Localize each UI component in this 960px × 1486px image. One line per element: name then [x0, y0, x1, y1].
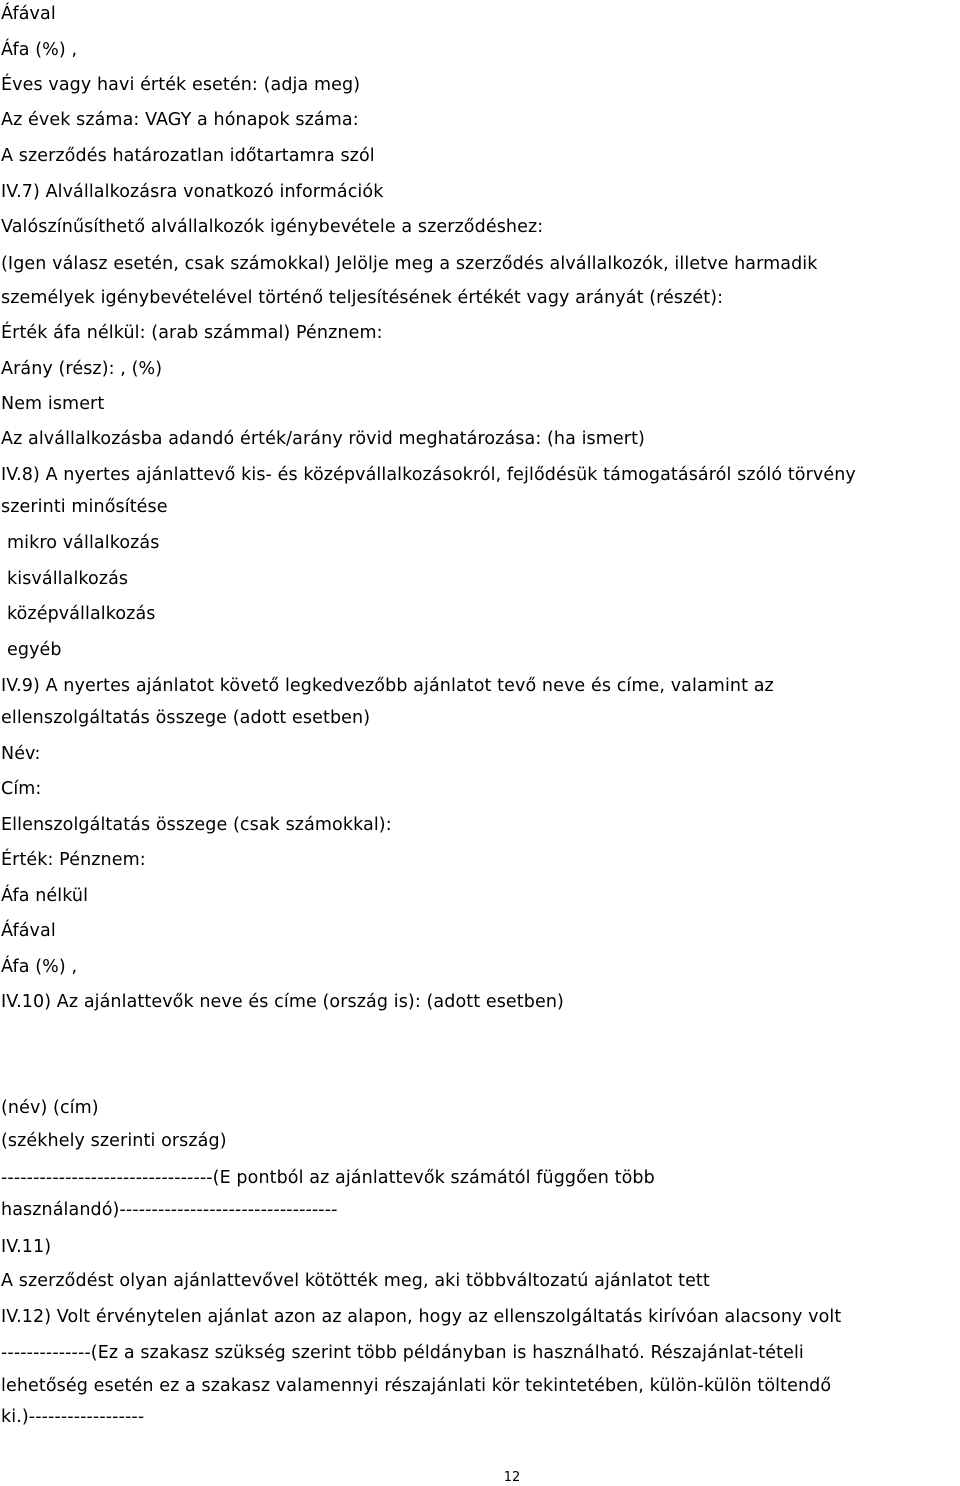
text-line: Az alvállalkozásba adandó érték/arány rövid meghatározása: (ha ismert): [1, 429, 645, 449]
text-line: Áfával: [1, 921, 56, 941]
option-item: kisvállalkozás: [7, 569, 129, 589]
text-line: Érték áfa nélkül: (arab számmal) Pénznem:: [1, 323, 383, 343]
text-line: Éves vagy havi érték esetén: (adja meg): [1, 75, 361, 95]
text-line: Név:: [1, 744, 41, 764]
text-line: Arány (rész): , (%): [1, 359, 163, 379]
text-line: Áfa (%) ,: [1, 40, 78, 60]
section-heading: IV.12) Volt érvénytelen ajánlat azon az alapon, hogy az ellenszolgáltatás kirívóan alacsony volt: [1, 1307, 842, 1327]
section-heading: IV.11): [1, 1237, 52, 1257]
text-line: személyek igénybevételével történő teljesítésének értékét vagy arányát (részét):: [1, 288, 724, 308]
text-line: Áfával: [1, 4, 56, 24]
text-line: (Igen válasz esetén, csak számokkal) Jelölje meg a szerződés alvállalkozók, illetve harmadik: [1, 254, 818, 274]
option-item: egyéb: [7, 640, 62, 660]
text-line: ---------------------------------(E pontból az ajánlattevők számától függően több: [1, 1168, 655, 1188]
page-number: 12: [503, 1470, 521, 1485]
text-line: Nem ismert: [1, 394, 105, 414]
text-line: Valószínűsíthető alvállalkozók igénybevétele a szerződéshez:: [1, 217, 544, 237]
text-line: használandó)----------------------------------: [1, 1200, 338, 1220]
text-line: (név) (cím): [1, 1098, 99, 1118]
text-line: Az évek száma: VAGY a hónapok száma:: [1, 110, 359, 130]
text-line: ellenszolgáltatás összege (adott esetben): [1, 708, 371, 728]
text-line: ki.)------------------: [1, 1407, 145, 1427]
section-heading: IV.8) A nyertes ajánlattevő kis- és középvállalkozásokról, fejlődésük támogatásáról szóló törvény: [1, 465, 856, 485]
text-line: --------------(Ez a szakasz szükség szerint több példányban is használható. Részajánlat-tételi: [1, 1343, 804, 1363]
text-line: Ellenszolgáltatás összege (csak számokkal):: [1, 815, 392, 835]
option-item: középvállalkozás: [7, 604, 156, 624]
text-line: Cím:: [1, 779, 42, 799]
text-line: szerinti minősítése: [1, 497, 168, 517]
option-item: mikro vállalkozás: [7, 533, 160, 553]
text-line: Áfa nélkül: [1, 886, 89, 906]
text-line: A szerződés határozatlan időtartamra szól: [1, 146, 375, 166]
text-line: (székhely szerinti ország): [1, 1131, 227, 1151]
section-heading: IV.10) Az ajánlattevők neve és címe (ország is): (adott esetben): [1, 992, 564, 1012]
text-line: Áfa (%) ,: [1, 957, 78, 977]
text-line: A szerződést olyan ajánlattevővel kötötték meg, aki többváltozatú ajánlatot tett: [1, 1271, 710, 1291]
text-line: lehetőség esetén ez a szakasz valamennyi részajánlati kör tekintetében, külön-külön töltendő: [1, 1376, 832, 1396]
section-heading: IV.9) A nyertes ajánlatot követő legkedvezőbb ajánlatot tevő neve és címe, valamint az: [1, 676, 774, 696]
section-heading: IV.7) Alvállalkozásra vonatkozó információk: [1, 182, 384, 202]
text-line: Érték: Pénznem:: [1, 850, 146, 870]
